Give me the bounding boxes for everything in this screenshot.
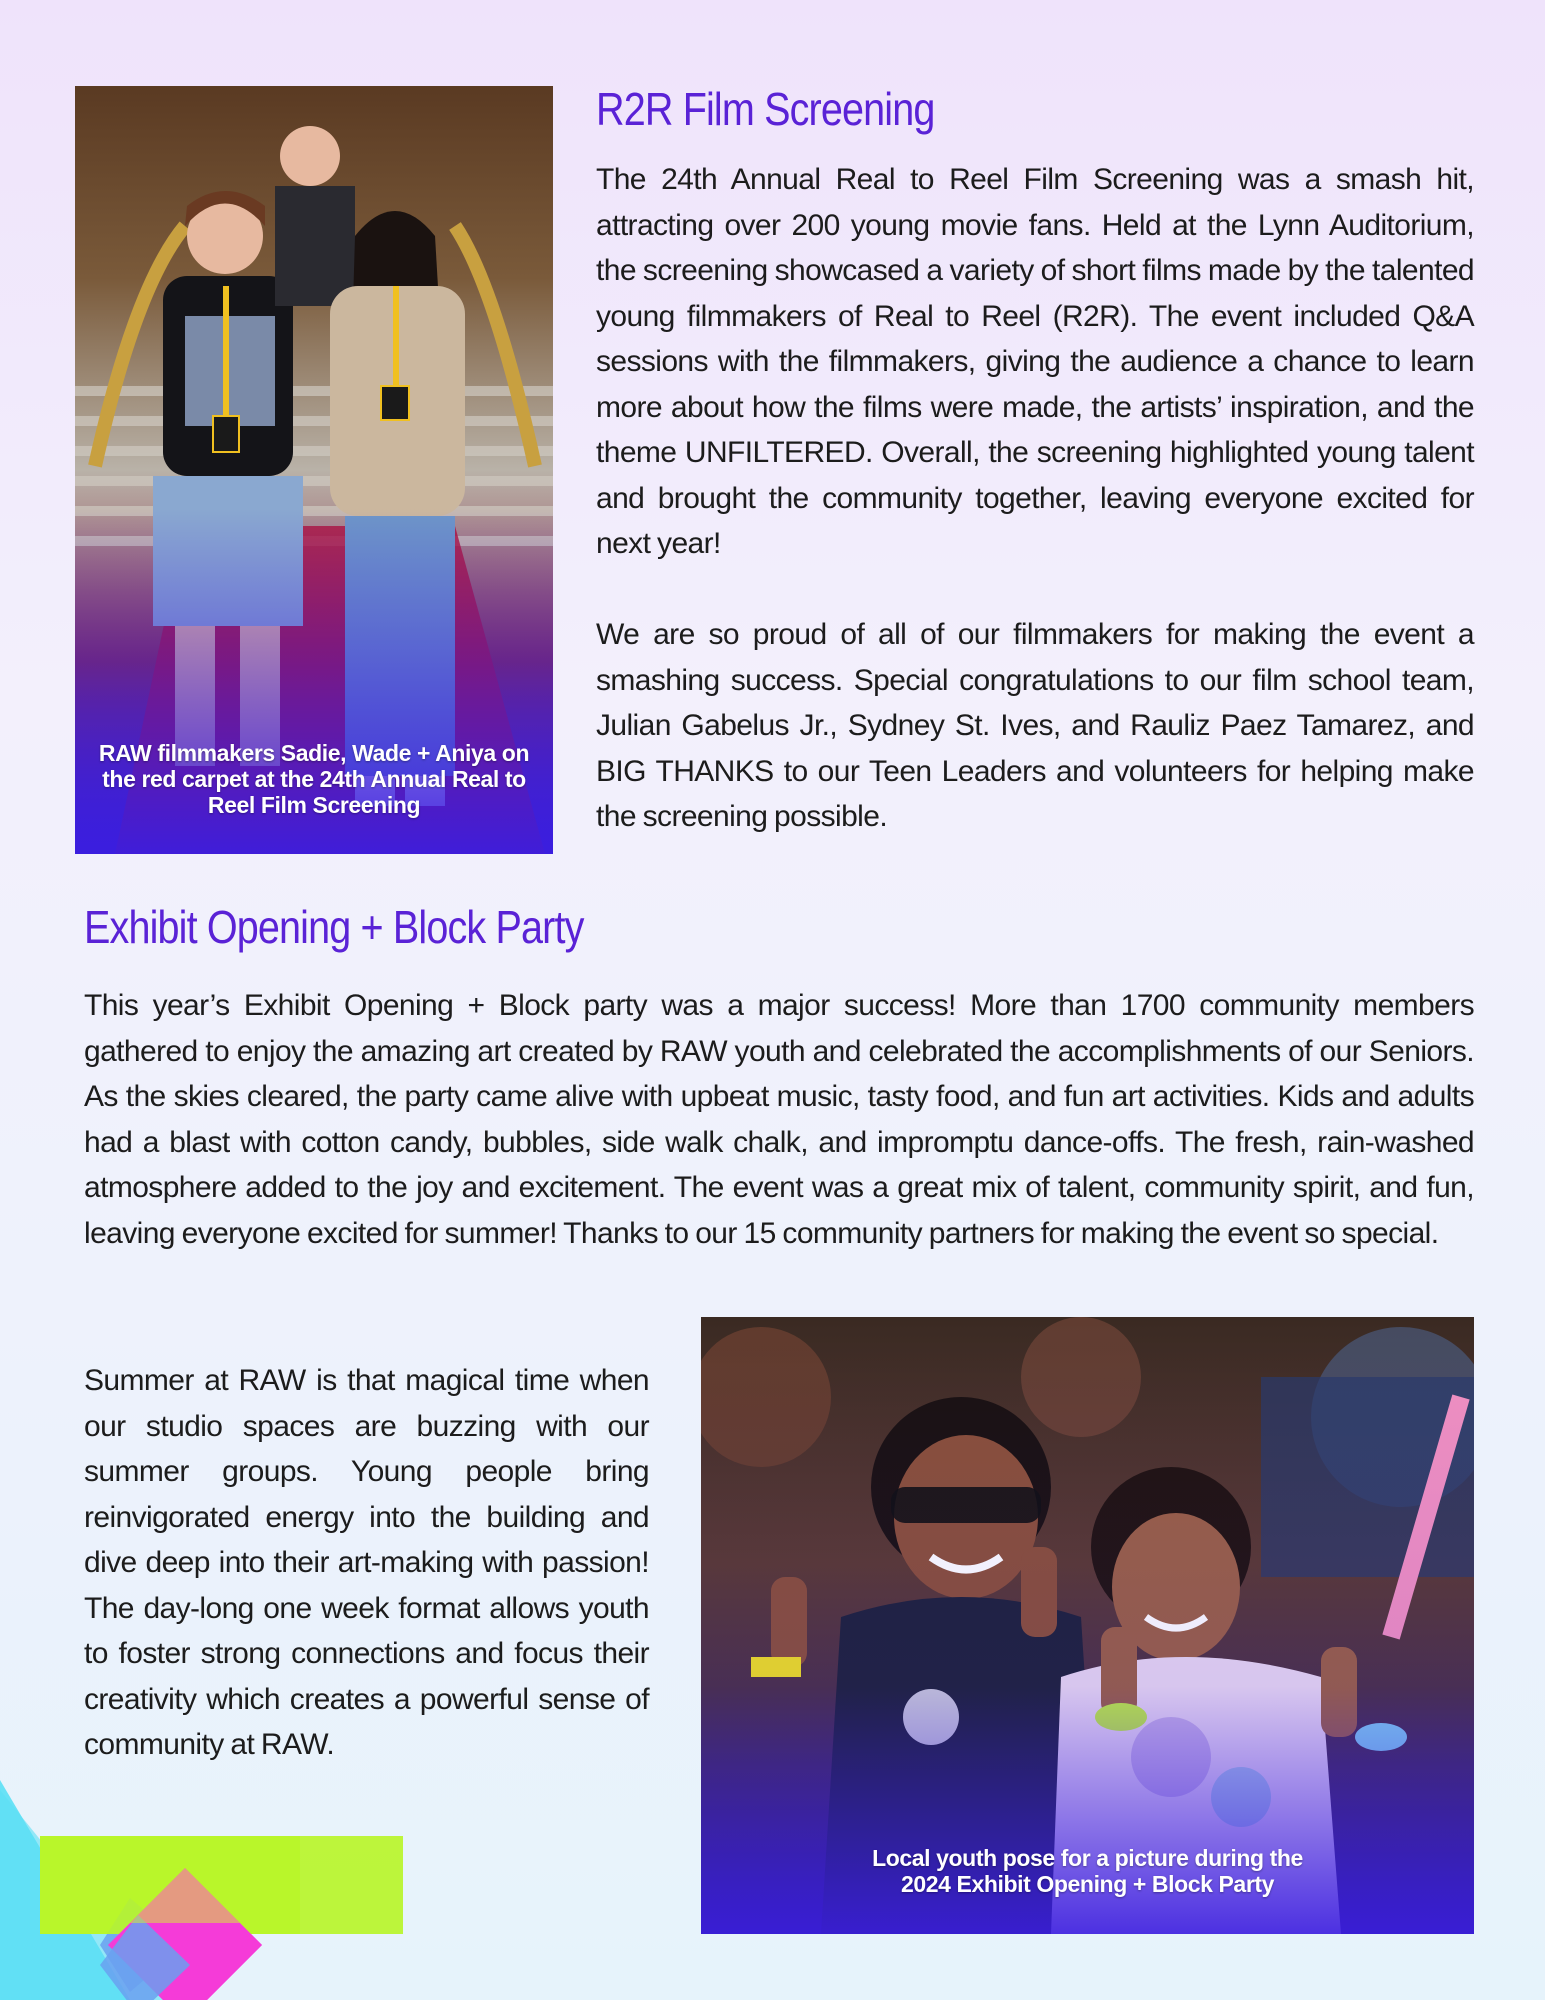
exhibit-paragraph-2: Summer at RAW is that magical time when our studio spaces are buzzing with our summer groups. Young people bring reinvigorated energy into the building and dive deep into their art-making with passion! The day-long one week format allows youth to foster strong connections and focus their creativity which creates a powerful sense of community at RAW. <box>84 1364 649 1761</box>
exhibit-paragraph-1: This year’s Exhibit Opening + Block party was a major success! More than 1700 community members gathered to enjoy the amazing art created by RAW youth and celebrated the accomplishments of our Seniors. As the skies cleared, the party came alive with upbeat music, tasty food, and fun art activities. Kids and adults had a blast with cotton candy, bubbles, side walk chalk, and impromptu dance-offs. The fresh, rain-washed atmosphere added to the joy and excitement. The event was a great mix of talent, community spirit, and fun, leaving everyone excited for summer! Thanks to our 15 community partners for making the event so special. <box>84 989 1474 1250</box>
r2r-section-title: R2R Film Screening <box>596 83 935 135</box>
r2r-photo-image <box>75 86 553 854</box>
block-party-photo <box>701 1317 1474 1934</box>
decorative-diamond <box>90 1860 270 2000</box>
r2r-photo <box>75 86 553 854</box>
block-party-photo-image <box>701 1317 1474 1934</box>
r2r-paragraph-2: We are so proud of all of our filmmakers for making the event a smashing success. Special congratulations to our film school team, Julian Gabelus Jr., Sydney St. Ives, and Rauliz Paez Tamarez, and BIG THANKS to our Teen Leaders and volunteers for helping make the screening possible. <box>596 618 1474 833</box>
exhibit-section-title: Exhibit Opening + Block Party <box>84 901 584 953</box>
r2r-paragraph-1: The 24th Annual Real to Reel Film Screening was a smash hit, attracting over 200 young movie fans. Held at the Lynn Auditorium, the screening showcased a variety of short films made by the talented young filmmakers of Real to Reel (R2R). The event included Q&A sessions with the filmmakers, giving the audience a chance to learn more about how the films were made, the artists’ inspiration, and the theme UNFILTERED. Overall, the screening highlighted young talent and brought the community together, leaving everyone excited for next year! <box>596 163 1474 560</box>
block-party-photo-caption: Local youth pose for a picture during the 2024 Exhibit Opening + Block Party <box>872 1845 1303 1897</box>
r2r-photo-caption: RAW filmmakers Sadie, Wade + Aniya on the red carpet at the 24th Annual Real to Reel Film Screening <box>98 740 530 818</box>
